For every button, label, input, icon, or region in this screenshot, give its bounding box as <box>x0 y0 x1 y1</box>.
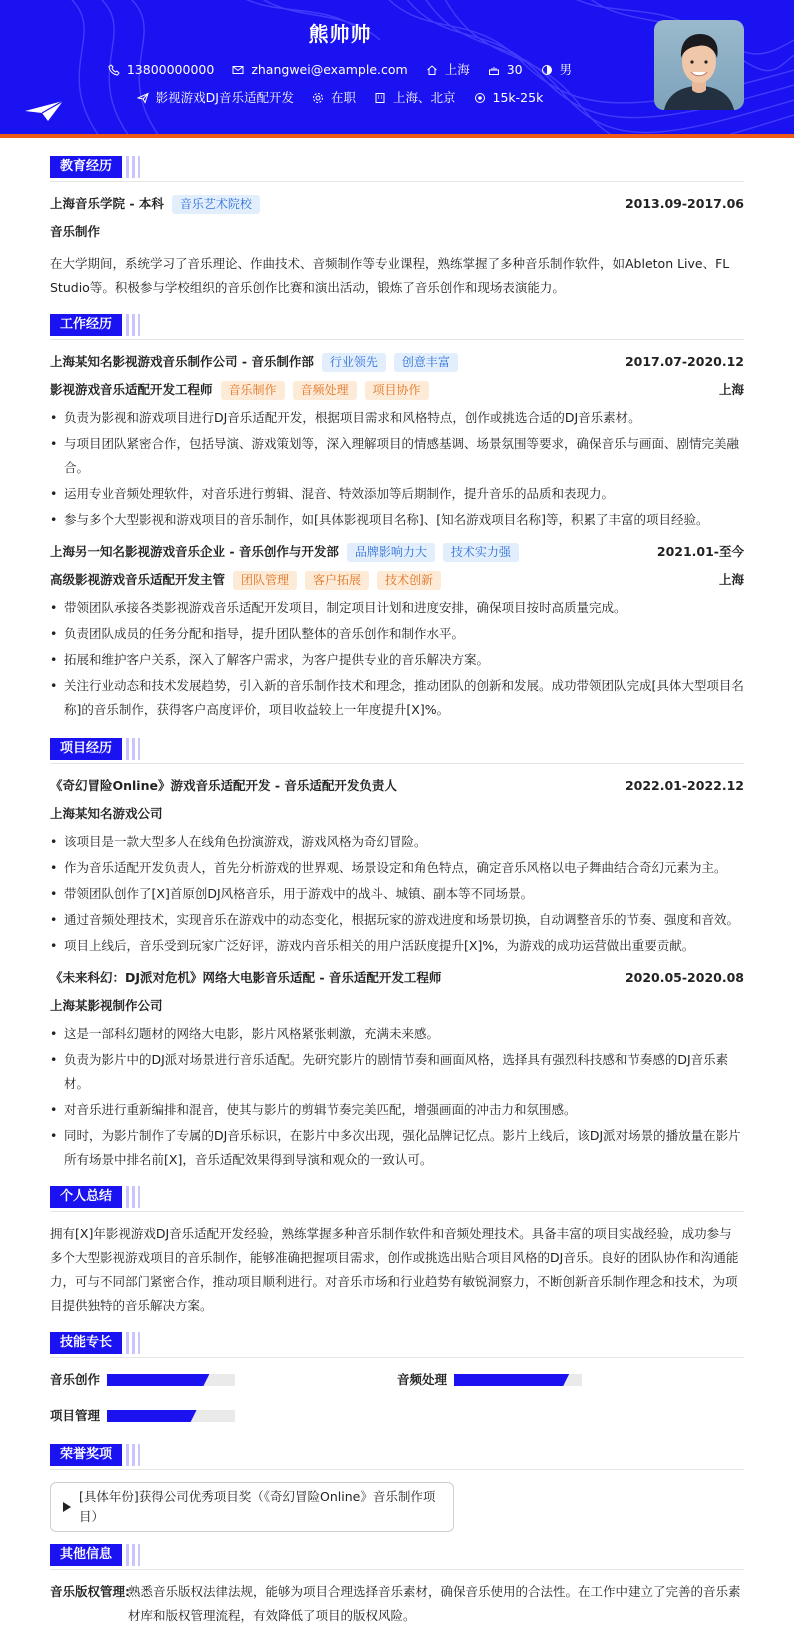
skill-item <box>50 1370 397 1390</box>
title-decoration <box>126 314 140 336</box>
project-org-row <box>50 804 744 824</box>
skill-item <box>397 1370 744 1390</box>
award-text: [具体年份]获得公司优秀项目奖（《奇幻冒险Online》音乐制作项目） <box>79 1489 436 1524</box>
title-decoration <box>126 156 140 178</box>
list-item: • 关注行业动态和技术发展趋势，引入新的音乐制作技术和理念，推动团队的创新和发展。成功带领团队完成[具体大型项目名称]的音乐制作，获得客户高度评价，项目收益较上一年度提升[X]%。 <box>50 674 744 722</box>
job-location: 上海 <box>718 572 744 587</box>
skill-bar-fill <box>107 1374 209 1386</box>
project-name: 《奇幻冒险Online》游戏音乐适配开发 - 音乐适配开发负责人 <box>50 778 397 793</box>
skills-list <box>50 1370 744 1426</box>
age-text: 30 <box>506 62 523 77</box>
paper-plane-icon <box>137 92 149 104</box>
education-entry-head <box>50 194 744 214</box>
project-bullets <box>50 1022 744 1172</box>
project-bullets <box>50 830 744 958</box>
education-description: 在大学期间，系统学习了音乐理论、作曲技术、音频制作等专业课程，熟练掌握了多种音乐制作软件，如Ableton Live、FL Studio等。积极参与学校组织的音乐创作比赛和演出活动，锻炼了音乐创作和现场表演能力。 <box>50 256 730 295</box>
title-decoration <box>126 1544 140 1566</box>
education-date: 2013.09-2017.06 <box>624 196 744 211</box>
work-entry-head <box>50 542 744 562</box>
gender-text: 男 <box>559 62 573 77</box>
skill-name: 音频处理 <box>397 1372 448 1387</box>
list-item: • 负责为影视和游戏项目进行DJ音乐适配开发，根据项目需求和风格特点，创作或挑选合适的DJ音乐素材。 <box>50 406 744 430</box>
coin-icon <box>474 92 486 104</box>
work-bullets <box>50 596 744 722</box>
company-tag: 行业领先 <box>322 353 386 372</box>
job-tag: 客户拓展 <box>305 571 369 590</box>
skill-item <box>50 1406 397 1426</box>
company-name: 上海某知名影视游戏音乐制作公司 - 音乐制作部 <box>50 354 314 369</box>
section-title: 其他信息 <box>50 1544 122 1566</box>
section-title: 项目经历 <box>50 738 122 760</box>
list-item: • 带领团队创作了[X]首原创DJ风格音乐，用于游戏中的战斗、城镇、副本等不同场景。 <box>50 882 744 906</box>
section-title: 工作经历 <box>50 314 122 336</box>
play-triangle-icon <box>63 1502 71 1512</box>
list-item: • 负责为影片中的DJ派对场景进行音乐适配。先研究影片的剧情节奏和画面风格，选择具有强烈科技感和节奏感的DJ音乐素材。 <box>50 1048 744 1096</box>
company-tag: 技术实力强 <box>443 543 519 562</box>
list-item: • 负责团队成员的任务分配和指导，提升团队整体的音乐创作和制作水平。 <box>50 622 744 646</box>
project-org: 上海某知名游戏公司 <box>50 806 163 821</box>
home-icon <box>426 64 438 76</box>
title-decoration <box>126 738 140 760</box>
email-item <box>232 60 407 80</box>
avatar <box>654 20 744 110</box>
city-item <box>426 60 470 80</box>
list-item: • 带领团队承接各类影视游戏音乐适配开发项目，制定项目计划和进度安排，确保项目按时高质量完成。 <box>50 596 744 620</box>
skill-bar-track <box>107 1410 235 1422</box>
target-job-item <box>137 88 294 108</box>
company-tag: 创意丰富 <box>394 353 458 372</box>
projects-section-header <box>50 738 744 764</box>
phone-icon <box>108 64 120 76</box>
candidate-name: 熊帅帅 <box>308 22 372 46</box>
target-city-text: 上海、北京 <box>393 90 456 105</box>
cake-icon <box>488 64 500 76</box>
skill-name: 项目管理 <box>50 1408 101 1423</box>
major-name: 音乐制作 <box>50 224 101 239</box>
list-item: • 通过音频处理技术，实现音乐在游戏中的动态变化，根据玩家的游戏进度和场景切换，自动调整音乐的节奏、强度和音效。 <box>50 908 744 932</box>
salary-item <box>474 88 544 108</box>
company-name: 上海另一知名影视游戏音乐企业 - 音乐创作与开发部 <box>50 544 339 559</box>
email-text: zhangwei@example.com <box>251 62 408 77</box>
list-item: • 与项目团队紧密合作，包括导演、游戏策划等，深入理解项目的情感基调、场景氛围等要求，确保音乐与画面、剧情完美融合。 <box>50 432 744 480</box>
job-intent-row <box>0 88 680 108</box>
job-tag: 技术创新 <box>377 571 441 590</box>
work-date: 2021.01-至今 <box>656 544 744 559</box>
school-tag: 音乐艺术院校 <box>172 195 260 214</box>
phone-text: 13800000000 <box>126 62 215 77</box>
other-info-label: 音乐版权管理: <box>50 1584 130 1599</box>
resume-header <box>0 0 794 138</box>
list-item: • 拓展和维护客户关系，深入了解客户需求，为客户提供专业的音乐解决方案。 <box>50 648 744 672</box>
status-text: 在职 <box>330 90 356 105</box>
list-item: • 对音乐进行重新编排和混音，使其与影片的剪辑节奏完美匹配，增强画面的冲击力和氛围感。 <box>50 1098 744 1122</box>
job-title: 高级影视游戏音乐适配开发主管 <box>50 572 226 587</box>
project-org: 上海某影视制作公司 <box>50 998 163 1013</box>
phone-item <box>108 60 214 80</box>
list-item: • 该项目是一款大型多人在线角色扮演游戏，游戏风格为奇幻冒险。 <box>50 830 744 854</box>
list-item: • 作为音乐适配开发负责人，首先分析游戏的世界观、场景设定和角色特点，确定音乐风格以电子舞曲结合奇幻元素为主。 <box>50 856 744 880</box>
education-section-header <box>50 156 744 182</box>
job-title-row <box>50 570 744 590</box>
contact-row <box>0 60 680 80</box>
job-title-row <box>50 380 744 400</box>
work-date: 2017.07-2020.12 <box>624 354 744 369</box>
skill-name: 音乐创作 <box>50 1372 101 1387</box>
target-city-item <box>374 88 456 108</box>
skill-bar-fill <box>454 1374 569 1386</box>
school-name: 上海音乐学院 - 本科 <box>50 196 164 211</box>
list-item: • 同时，为影片制作了专属的DJ音乐标识，在影片中多次出现，强化品牌记忆点。影片上线后，该DJ派对场景的播放量在影片所有场景中排名前[X]，音乐适配效果得到导演和观众的一致认可。 <box>50 1124 744 1172</box>
list-item: • 参与多个大型影视和游戏项目的音乐制作，如[具体影视项目名称]、[知名游戏项目名称]等，积累了丰富的项目经验。 <box>50 508 744 532</box>
section-title: 个人总结 <box>50 1186 122 1208</box>
project-name: 《未来科幻：DJ派对危机》网络大电影音乐适配 - 音乐适配开发工程师 <box>50 970 442 985</box>
title-decoration <box>126 1444 140 1466</box>
project-entry-head <box>50 968 744 988</box>
project-org-row <box>50 996 744 1016</box>
paper-plane-logo-icon <box>24 100 64 122</box>
summary-section-header <box>50 1186 744 1212</box>
job-location: 上海 <box>718 382 744 397</box>
other-info-value: 熟悉音乐版权法律法规，能够为项目合理选择音乐素材，确保音乐使用的合法性。在工作中建立了完善的音乐素材库和版权管理流程，有效降低了项目的版权风险。 <box>128 1584 741 1623</box>
skills-section-header <box>50 1332 744 1358</box>
title-decoration <box>126 1186 140 1208</box>
project-date: 2022.01-2022.12 <box>624 778 744 793</box>
resume-content <box>0 156 794 1628</box>
skill-bar-track <box>107 1374 235 1386</box>
other-info-row <box>50 1580 744 1628</box>
project-entry-head <box>50 776 744 796</box>
list-item: • 项目上线后，音乐受到玩家广泛好评，游戏内音乐相关的用户活跃度提升[X]%，为游戏的成功运营做出重要贡献。 <box>50 934 744 958</box>
salary-text: 15k-25k <box>492 90 544 105</box>
awards-section-header <box>50 1444 744 1470</box>
company-tag: 品牌影响力大 <box>347 543 435 562</box>
award-item[interactable] <box>50 1482 454 1532</box>
other-section-header <box>50 1544 744 1570</box>
gender-item <box>541 60 573 80</box>
job-tag: 音频处理 <box>293 381 357 400</box>
major-row <box>50 222 744 242</box>
portrait-icon <box>654 20 744 110</box>
work-bullets <box>50 406 744 532</box>
title-decoration <box>126 1332 140 1354</box>
city-text: 上海 <box>444 62 470 77</box>
mail-icon <box>232 64 244 76</box>
gender-icon <box>541 64 553 76</box>
job-tag: 音乐制作 <box>221 381 285 400</box>
status-item <box>312 88 356 108</box>
job-tag: 项目协作 <box>365 381 429 400</box>
gear-icon <box>312 92 324 104</box>
job-title: 影视游戏音乐适配开发工程师 <box>50 382 213 397</box>
list-item: • 这是一部科幻题材的网络大电影，影片风格紧张刺激，充满未来感。 <box>50 1022 744 1046</box>
skill-bar-fill <box>107 1410 197 1422</box>
job-tag: 团队管理 <box>233 571 297 590</box>
work-entry-head <box>50 352 744 372</box>
list-item: • 运用专业音频处理软件，对音乐进行剪辑、混音、特效添加等后期制作，提升音乐的品质和表现力。 <box>50 482 744 506</box>
summary-text: 拥有[X]年影视游戏DJ音乐适配开发经验，熟练掌握多种音乐制作软件和音频处理技术。具备丰富的项目实战经验，成功参与多个大型影视游戏项目的音乐制作，能够准确把握项目需求，创作或挑选出贴合项目风格的DJ音乐。良好的团队协作和沟通能力，可与不同部门紧密合作，推动项目顺利进行。对音乐市场和行业趋势有敏锐洞察力，不断创新音乐制作理念和技术，为项目提供独特的音乐解决方案。 <box>50 1226 739 1313</box>
section-title: 荣誉奖项 <box>50 1444 122 1466</box>
skill-bar-track <box>454 1374 582 1386</box>
work-section-header <box>50 314 744 340</box>
target-job-text: 影视游戏DJ音乐适配开发 <box>155 90 294 105</box>
section-title: 教育经历 <box>50 156 122 178</box>
project-date: 2020.05-2020.08 <box>624 970 744 985</box>
age-item <box>488 60 523 80</box>
section-title: 技能专长 <box>50 1332 122 1354</box>
building-icon <box>374 92 386 104</box>
